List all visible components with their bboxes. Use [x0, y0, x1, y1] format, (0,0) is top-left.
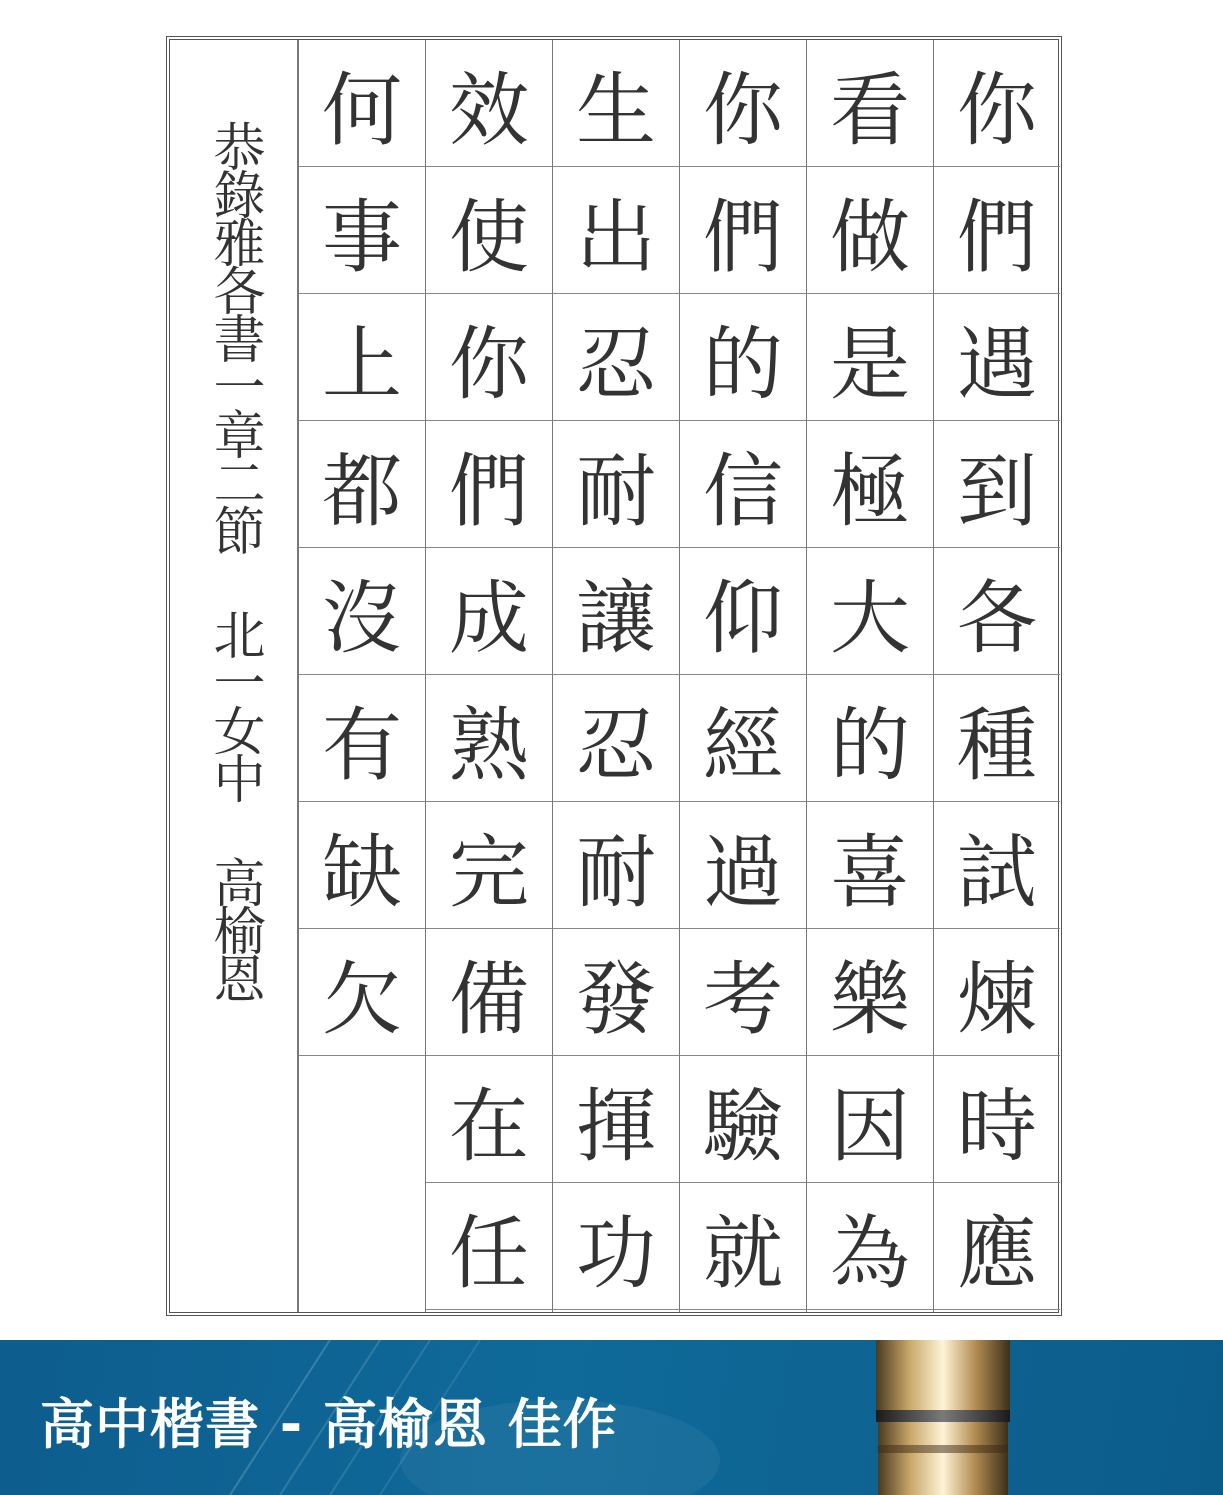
- grid-column: [679, 40, 806, 1312]
- attribution-text: 恭錄雅各書一章二節 北一女中 高榆恩: [204, 120, 264, 1000]
- grid-cell: 耐: [553, 802, 679, 929]
- grid-cell: 信: [680, 421, 806, 548]
- grid-cell: 任: [426, 1183, 552, 1310]
- grid-cell: 仰: [680, 548, 806, 675]
- grid-cell: 種: [934, 675, 1060, 802]
- grid-cell: 做: [807, 167, 933, 294]
- grid-cell: 時: [934, 1056, 1060, 1183]
- grid-cell: 驗: [680, 1056, 806, 1183]
- grid-cell: 的: [807, 675, 933, 802]
- grid-cell: 在: [426, 1056, 552, 1183]
- grid-cell: 各: [934, 548, 1060, 675]
- grid-cell: 應: [934, 1183, 1060, 1310]
- grid-cell: 過: [680, 802, 806, 929]
- grid-cell: 喜: [807, 802, 933, 929]
- grid-cell: 事: [299, 167, 425, 294]
- banner-title: 高中楷書 - 高榆恩 佳作: [40, 1393, 618, 1456]
- grid-cell: 欠: [299, 929, 425, 1056]
- grid-cell: 極: [807, 421, 933, 548]
- grid-cell: 的: [680, 294, 806, 421]
- grid-column: [298, 40, 425, 1312]
- grid-cell: 經: [680, 675, 806, 802]
- grid-cell: 完: [426, 802, 552, 929]
- grid-cell: 效: [426, 40, 552, 167]
- grid-cell: 遇: [934, 294, 1060, 421]
- grid-cell: 都: [299, 421, 425, 548]
- grid-cell: 樂: [807, 929, 933, 1056]
- grid-cell: 成: [426, 548, 552, 675]
- grid-cell: 為: [807, 1183, 933, 1310]
- grid-column: [552, 40, 679, 1312]
- grid-cell: 看: [807, 40, 933, 167]
- grid-cell: 忍: [553, 294, 679, 421]
- grid-cell: 到: [934, 421, 1060, 548]
- grid-cell: 揮: [553, 1056, 679, 1183]
- grid-column: [806, 40, 933, 1312]
- grid-cell: 讓: [553, 548, 679, 675]
- grid-cell: 何: [299, 40, 425, 167]
- grid-cell: 耐: [553, 421, 679, 548]
- grid-cell: 出: [553, 167, 679, 294]
- fountain-pen-nib-icon: [872, 1340, 1014, 1495]
- grid-cell: 發: [553, 929, 679, 1056]
- grid-cell: 因: [807, 1056, 933, 1183]
- grid-cell: 生: [553, 40, 679, 167]
- grid-cell: 忍: [553, 675, 679, 802]
- calligraphy-sheet: [166, 36, 1062, 1316]
- grid-cell: 缺: [299, 802, 425, 929]
- grid-cell: 是: [807, 294, 933, 421]
- grid-cell: 考: [680, 929, 806, 1056]
- grid-cell: 們: [680, 167, 806, 294]
- grid-cell: 試: [934, 802, 1060, 929]
- title-banner: [0, 1340, 1223, 1495]
- attribution-column: [170, 40, 298, 1312]
- grid-cell: 沒: [299, 548, 425, 675]
- grid-cell: [299, 1056, 425, 1183]
- grid-column: [933, 40, 1060, 1312]
- grid-cell: 有: [299, 675, 425, 802]
- character-grid: [298, 40, 1058, 1312]
- grid-cell: 使: [426, 167, 552, 294]
- grid-cell: 你: [934, 40, 1060, 167]
- grid-cell: 大: [807, 548, 933, 675]
- grid-column: [425, 40, 552, 1312]
- grid-cell: 備: [426, 929, 552, 1056]
- grid-cell: 上: [299, 294, 425, 421]
- grid-cell: 就: [680, 1183, 806, 1310]
- grid-cell: 們: [426, 421, 552, 548]
- grid-cell: 功: [553, 1183, 679, 1310]
- grid-cell: 你: [426, 294, 552, 421]
- grid-cell: 你: [680, 40, 806, 167]
- grid-cell: 煉: [934, 929, 1060, 1056]
- grid-cell: [299, 1183, 425, 1310]
- grid-cell: 們: [934, 167, 1060, 294]
- grid-cell: 熟: [426, 675, 552, 802]
